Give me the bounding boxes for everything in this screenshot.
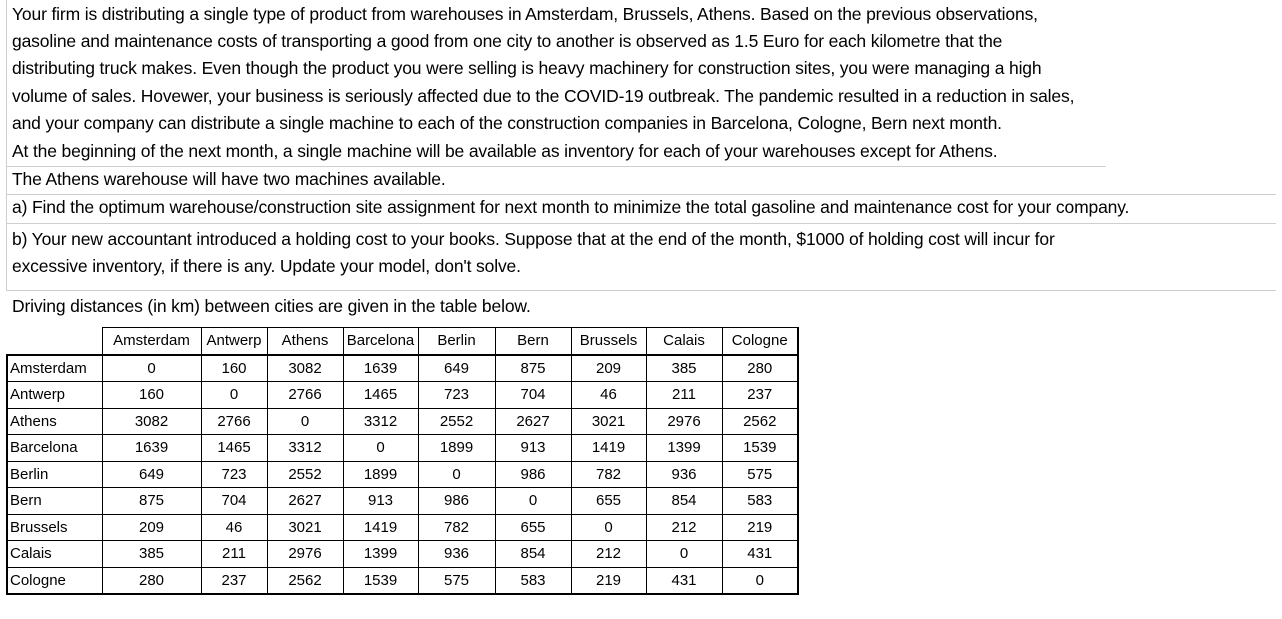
distance-cell: 1465 [343, 382, 418, 409]
distance-cell: 237 [201, 567, 267, 594]
distance-cell: 280 [102, 567, 201, 594]
distance-cell: 1639 [102, 435, 201, 462]
distance-cell: 46 [201, 514, 267, 541]
row-header: Cologne [7, 567, 102, 594]
distance-cell: 583 [722, 488, 798, 515]
table-row [7, 408, 798, 435]
header-row [7, 328, 798, 355]
distance-cell: 875 [495, 355, 571, 382]
distance-cell: 0 [201, 382, 267, 409]
table-caption: Driving distances (in km) between cities are given in the table below. [12, 296, 531, 316]
distance-cell: 575 [722, 461, 798, 488]
distance-cell: 2976 [646, 408, 722, 435]
question-a: a) Find the optimum warehouse/construction site assignment for next month to minimize the total gasoline and maintenance cost for your company. [12, 197, 1130, 217]
column-header: Berlin [418, 328, 495, 355]
distance-cell: 219 [722, 514, 798, 541]
distance-cell: 875 [102, 488, 201, 515]
distance-cell: 0 [722, 567, 798, 594]
distance-cell: 2552 [418, 408, 495, 435]
column-header: Athens [267, 328, 343, 355]
problem-line: gasoline and maintenance costs of transporting a good from one city to another is observed as 1.5 Euro for each kilometre that the [12, 31, 1003, 51]
distance-cell: 212 [646, 514, 722, 541]
table-row [7, 541, 798, 568]
distance-cell: 1639 [343, 355, 418, 382]
distance-cell: 212 [571, 541, 646, 568]
table-row [7, 355, 798, 382]
distance-cell: 2562 [722, 408, 798, 435]
table-row [7, 435, 798, 462]
problem-line: Your firm is distributing a single type of product from warehouses in Amsterdam, Brussels, Athens. Based on the previous observations, [12, 4, 1038, 24]
question-b-line: b) Your new accountant introduced a holding cost to your books. Suppose that at the end of the month, $1000 of holding cost will incur for [12, 229, 1055, 249]
distance-cell: 2766 [201, 408, 267, 435]
distance-cell: 782 [571, 461, 646, 488]
distance-cell: 3082 [102, 408, 201, 435]
table-row [7, 382, 798, 409]
distance-cell: 782 [418, 514, 495, 541]
text-cell-border [6, 0, 7, 194]
row-header: Bern [7, 488, 102, 515]
row-header: Brussels [7, 514, 102, 541]
distance-cell: 583 [495, 567, 571, 594]
text-cell-divider [6, 223, 1276, 224]
distance-cell: 649 [418, 355, 495, 382]
distance-cell: 2976 [267, 541, 343, 568]
text-cell-divider [6, 166, 1106, 167]
distance-cell: 936 [418, 541, 495, 568]
distance-cell: 2627 [267, 488, 343, 515]
distance-cell: 0 [102, 355, 201, 382]
distance-cell: 237 [722, 382, 798, 409]
row-header: Barcelona [7, 435, 102, 462]
distance-cell: 649 [102, 461, 201, 488]
distance-cell: 385 [646, 355, 722, 382]
distance-cell: 160 [102, 382, 201, 409]
text-cell-border [6, 194, 7, 290]
text-cell-divider [6, 290, 1276, 291]
table-corner [7, 328, 102, 355]
column-header: Amsterdam [102, 328, 201, 355]
column-header: Antwerp [201, 328, 267, 355]
problem-line: volume of sales. Hovewer, your business is seriously affected due to the COVID-19 outbreak. The pandemic resulted in a reduction in sales, [12, 86, 1075, 106]
distance-cell: 936 [646, 461, 722, 488]
table-row [7, 567, 798, 594]
distance-cell: 219 [571, 567, 646, 594]
row-header: Athens [7, 408, 102, 435]
distance-cell: 1399 [343, 541, 418, 568]
distance-cell: 1399 [646, 435, 722, 462]
distance-cell: 0 [646, 541, 722, 568]
distance-cell: 723 [201, 461, 267, 488]
distance-cell: 655 [495, 514, 571, 541]
distance-cell: 575 [418, 567, 495, 594]
distance-cell: 913 [495, 435, 571, 462]
distance-cell: 655 [571, 488, 646, 515]
distance-cell: 3082 [267, 355, 343, 382]
distance-cell: 3021 [571, 408, 646, 435]
distance-cell: 1899 [418, 435, 495, 462]
distance-cell: 46 [571, 382, 646, 409]
distance-cell: 1539 [343, 567, 418, 594]
problem-line: The Athens warehouse will have two machines available. [12, 169, 446, 189]
distance-cell: 1465 [201, 435, 267, 462]
distance-cell: 704 [495, 382, 571, 409]
row-header: Amsterdam [7, 355, 102, 382]
distance-cell: 1419 [571, 435, 646, 462]
problem-line: At the beginning of the next month, a single machine will be available as inventory for each of your warehouses except for Athens. [12, 141, 998, 161]
distance-cell: 0 [418, 461, 495, 488]
column-header: Bern [495, 328, 571, 355]
distance-table [6, 327, 799, 595]
distance-cell: 913 [343, 488, 418, 515]
text-cell-divider [6, 194, 1276, 195]
distance-cell: 854 [495, 541, 571, 568]
distance-cell: 211 [646, 382, 722, 409]
distance-cell: 2766 [267, 382, 343, 409]
distance-cell: 0 [267, 408, 343, 435]
column-header: Cologne [722, 328, 798, 355]
row-header: Antwerp [7, 382, 102, 409]
distance-cell: 0 [343, 435, 418, 462]
distance-cell: 431 [722, 541, 798, 568]
distance-cell: 0 [495, 488, 571, 515]
distance-cell: 1419 [343, 514, 418, 541]
distance-cell: 3312 [267, 435, 343, 462]
question-b-line: excessive inventory, if there is any. Update your model, don't solve. [12, 256, 521, 276]
column-header: Calais [646, 328, 722, 355]
table-row [7, 461, 798, 488]
distance-cell: 209 [102, 514, 201, 541]
distance-cell: 1539 [722, 435, 798, 462]
distance-cell: 3312 [343, 408, 418, 435]
table-row [7, 514, 798, 541]
distance-cell: 3021 [267, 514, 343, 541]
table-row [7, 488, 798, 515]
column-header: Brussels [571, 328, 646, 355]
row-header: Calais [7, 541, 102, 568]
distance-cell: 160 [201, 355, 267, 382]
distance-cell: 1899 [343, 461, 418, 488]
column-header: Barcelona [343, 328, 418, 355]
distance-cell: 209 [571, 355, 646, 382]
distance-cell: 986 [495, 461, 571, 488]
distance-cell: 2562 [267, 567, 343, 594]
problem-line: distributing truck makes. Even though the product you were selling is heavy machinery for construction sites, you were managing a high [12, 58, 1042, 78]
distance-cell: 2552 [267, 461, 343, 488]
distance-cell: 280 [722, 355, 798, 382]
distance-cell: 431 [646, 567, 722, 594]
distance-cell: 211 [201, 541, 267, 568]
distance-cell: 385 [102, 541, 201, 568]
distance-cell: 704 [201, 488, 267, 515]
problem-line: and your company can distribute a single machine to each of the construction companies in Barcelona, Cologne, Bern next month. [12, 113, 1002, 133]
distance-cell: 986 [418, 488, 495, 515]
distance-cell: 0 [571, 514, 646, 541]
distance-cell: 854 [646, 488, 722, 515]
distance-cell: 723 [418, 382, 495, 409]
row-header: Berlin [7, 461, 102, 488]
distance-cell: 2627 [495, 408, 571, 435]
